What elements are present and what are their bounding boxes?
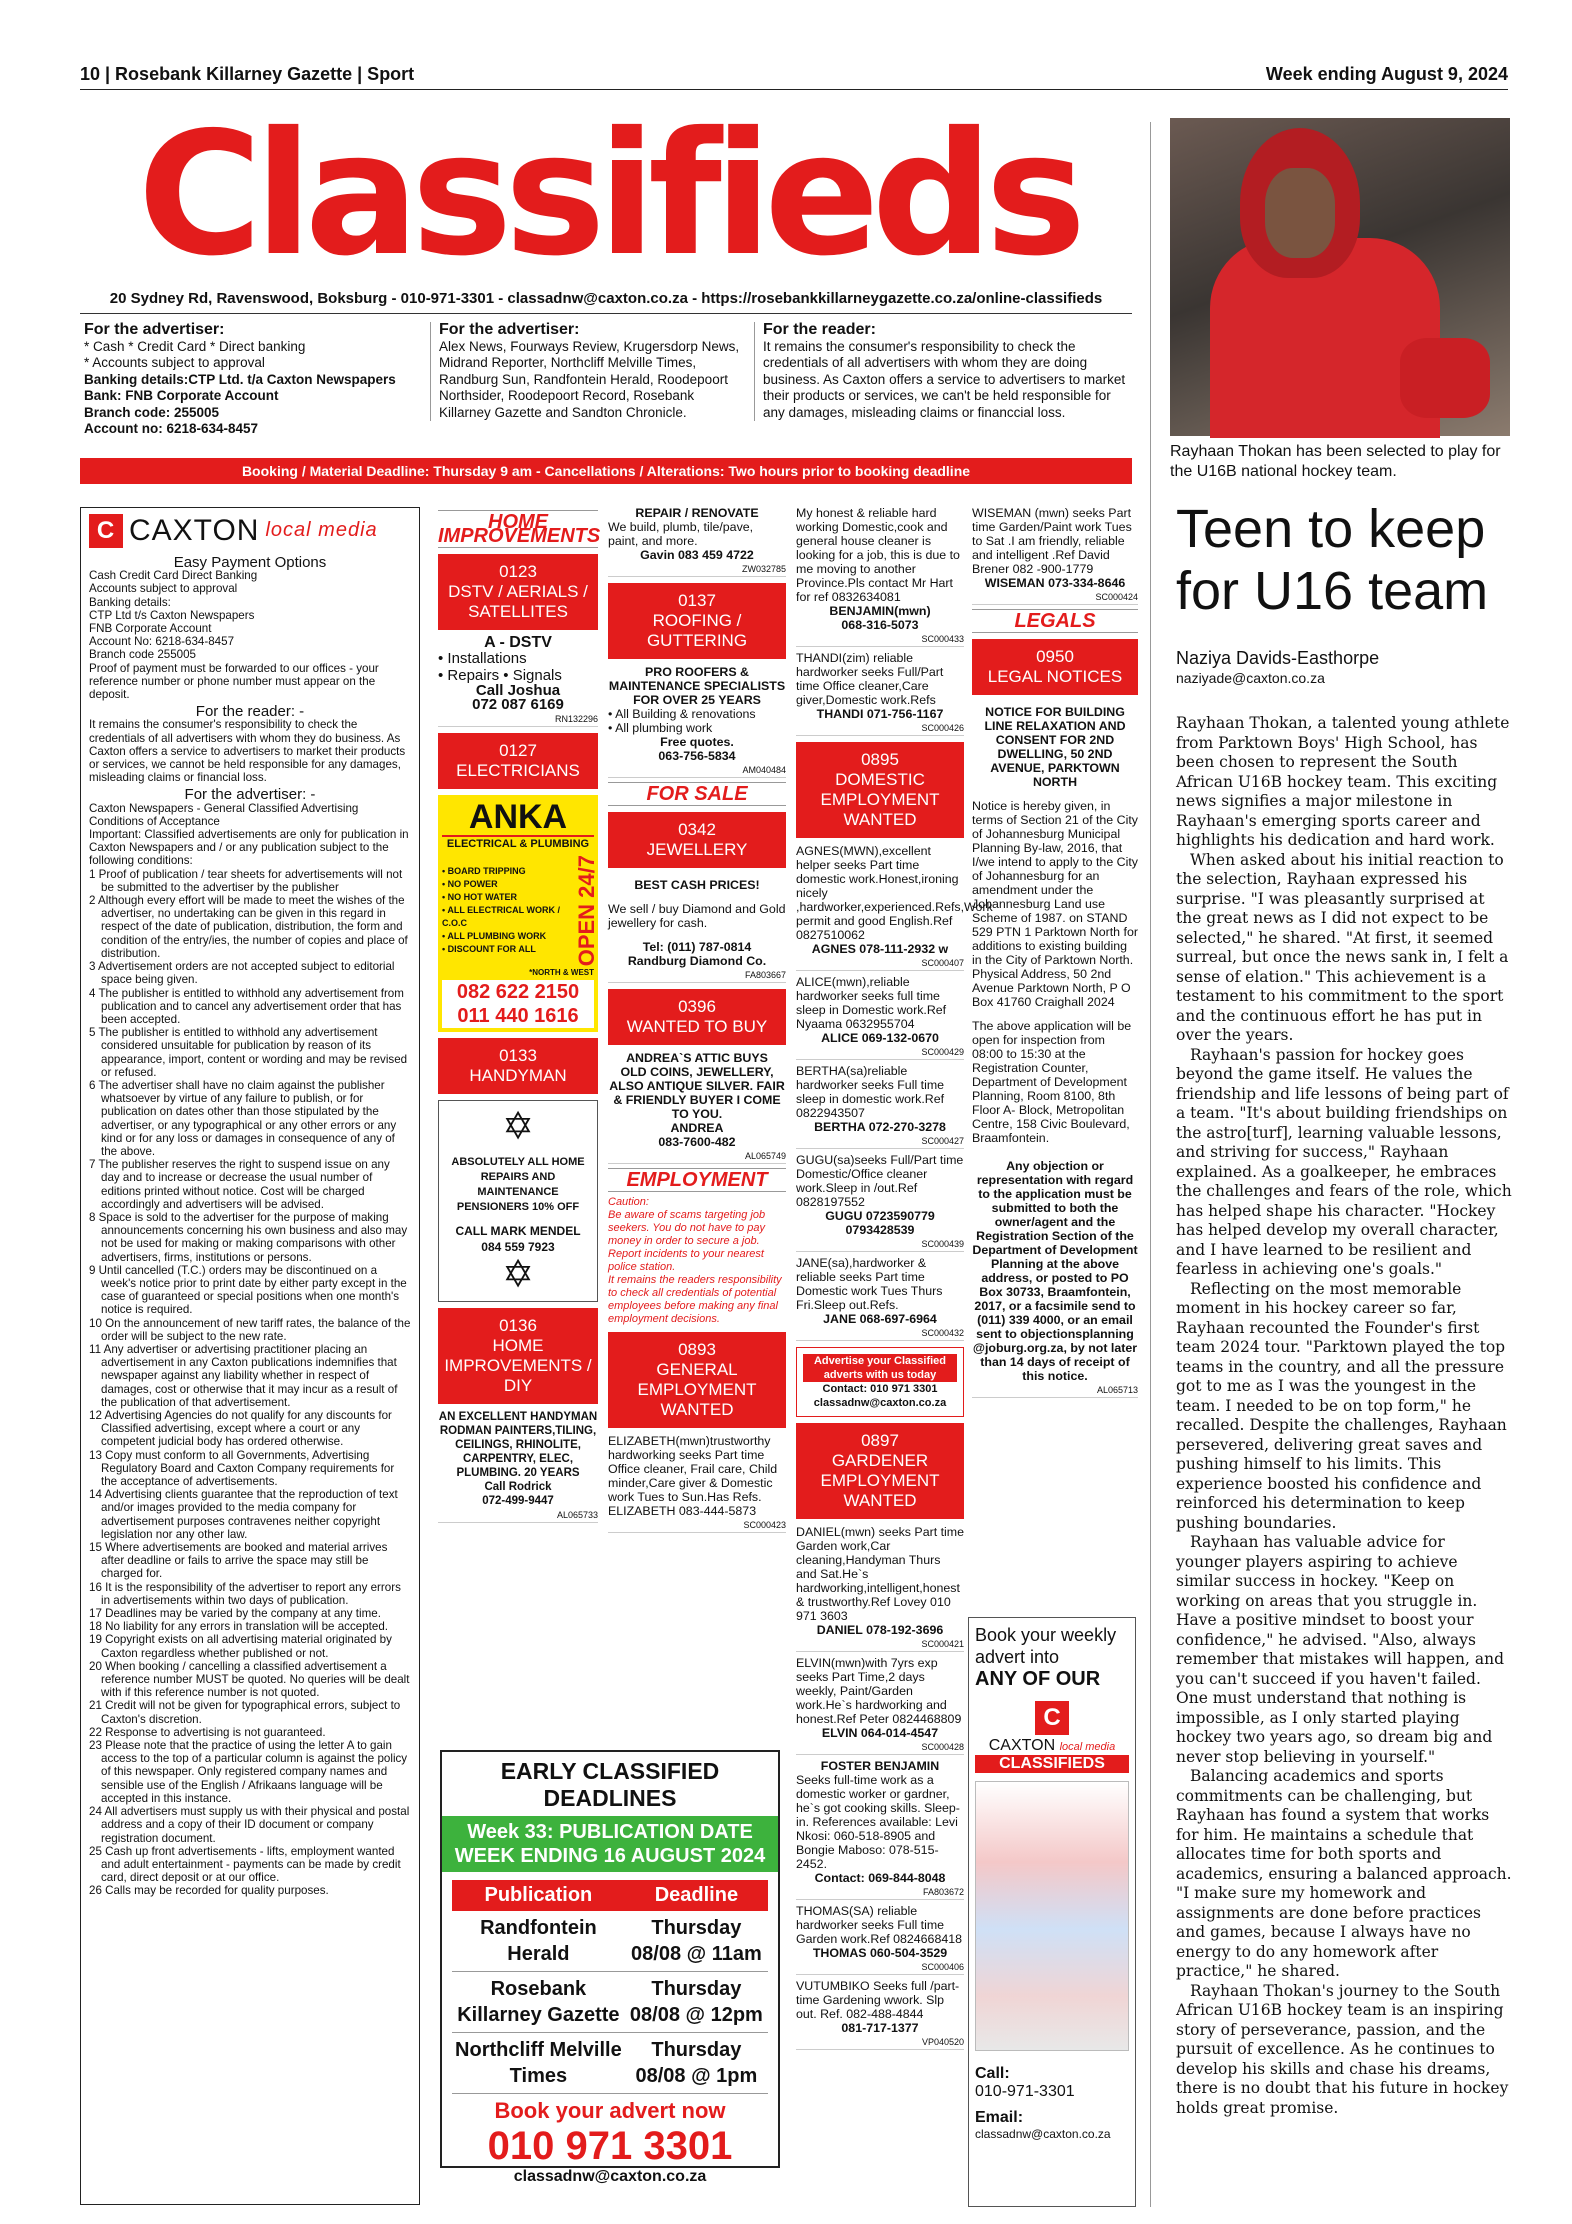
promo-title: Advertise your Classified adverts with us today bbox=[803, 1354, 957, 1382]
ref: FA803667 bbox=[608, 968, 786, 983]
star-of-david-icon: ✡ bbox=[502, 1106, 534, 1149]
ref: AM040484 bbox=[608, 763, 786, 778]
contact-address: 20 Sydney Rd, Ravenswood, Boksburg - 010-971-3301 - classadnw@caxton.co.za - https://rosebankkillarneygazette.co.za/online-classifieds bbox=[80, 290, 1132, 314]
ad-contact: BENJAMIN(mwn) 068-316-5073 bbox=[829, 604, 931, 632]
ad-contact: GUGU 0723590779 0793428539 bbox=[825, 1209, 935, 1237]
anka-open: OPEN 24/7 bbox=[574, 855, 599, 967]
photo-caption: Rayhaan Thokan has been selected to play for the U16B national hockey team. bbox=[1170, 443, 1501, 480]
ad-title: FOSTER BENJAMIN bbox=[820, 1759, 940, 1773]
ad-contact: BERTHA 072-270-3278 bbox=[814, 1120, 946, 1134]
term: 21 Credit will not be given for typographical errors, subject to Caxton's discretion. bbox=[89, 1699, 401, 1726]
attic-ad: ANDREA`S ATTIC BUYS OLD COINS, JEWELLERY, ALSO ANTIQUE SILVER. FAIR & FRIENDLY BUYER I COME TO YOU. ANDREA 083-7600-482 bbox=[609, 1051, 785, 1149]
info-body: Alex News, Fourways Review, Krugersdorp News, Midrand Reporter, Northcliff Melville Times, Randburg Sun, Randfontein Herald, Roodepoort Northsider, Roodepoort Record, Rosebank Killarney Gazette and Sandton Chronicle. bbox=[439, 338, 740, 420]
issue-date: Week ending August 9, 2024 bbox=[1265, 64, 1508, 84]
paragraph: When asked about his initial reaction to the selection, Rayhaan expressed his surprise. "I was pleasantly surprised at the great news as I did not expect to be selected," he shared. "At first, it seemed surreal, but once the news sank in, I felt a sense of elation." This achievement is a testament to his commitment to the sport and the continuous effort he has put in over the years. bbox=[1176, 850, 1509, 1044]
info-reader bbox=[754, 322, 1126, 421]
term: 19 Copyright exists on all advertising material originated by Caxton regardless whether published or not. bbox=[89, 1633, 392, 1660]
publication: Northcliff Melville Times bbox=[452, 2033, 625, 2094]
article-body bbox=[1176, 714, 1512, 2118]
info-publications bbox=[430, 322, 740, 421]
payment-text: Cash Credit Card Direct Banking Accounts subject to approval Banking details: CTP Ltd t/s Caxton Newspapers FNB Corporate Account Account No: 6218-634-8457 Branch code 255005 Proof of payment must be forwarded to our offices - your reference number or phone number must appear on the deposit. bbox=[89, 569, 379, 702]
notice-text: Notice is hereby given, in terms of Section 21 of the City of Johannesburg Municipal Planning By-law, 2016, that I/we intend to apply to the City of Johannesburg for an amendment under the Johannesburg Land use Scheme of 1987. on STAND 529 PTN 1 Parktown North for additions to existing building in the City of Parktown North. Physical Address, 50 2nd Avenue Parktown North, P O Box 41760 Craighall 2024 bbox=[972, 799, 1138, 1009]
roof-items: • All Building & renovations • All plumbing work bbox=[608, 707, 756, 735]
term: 1 Proof of publication / tear sheets for advertisements will not be submitted to the advertiser by the publisher bbox=[89, 867, 403, 894]
mendel-text: ABSOLUTELY ALL HOME REPAIRS AND MAINTENANCE PENSIONERS 10% OFF bbox=[451, 1156, 585, 1214]
ad-contact: Contact: 069-844-8048 bbox=[814, 1871, 946, 1885]
paragraph: Rayhaan has valuable advice for younger players aspiring to achieve similar success in hockey. "Keep on working on areas that you struggle in. Have a positive mindset to boost your confidence," he advised. "Also, always remember that mistakes will happen, and you can't succeed if you haven't failed. One must understand that nothing is impossible, as I only started playing hockey two years ago, so dream big and never stop believing in yourself." bbox=[1176, 1533, 1505, 1766]
ad-text: ALICE(mwn),reliable hardworker seeks full time sleep in Domestic work.Ref Nyaama 0632955704 bbox=[796, 975, 947, 1031]
promo-email-label: Email: bbox=[975, 2109, 1024, 2126]
ad-text: JANE(sa),hardworker & reliable seeks Part time Domestic work Tues Thurs Fri.Sleep out.Refs. bbox=[796, 1256, 943, 1312]
brand-local: local media bbox=[1059, 1741, 1116, 1753]
book-now: Book your advert now bbox=[494, 2098, 726, 2123]
ref: SC000424 bbox=[972, 590, 1138, 605]
ad-text: THOMAS(SA) reliable hardworker seeks Full time Garden work.Ref 0824668418 bbox=[796, 1904, 963, 1946]
info-title: For the advertiser: bbox=[439, 321, 580, 338]
col-home-improvements bbox=[438, 506, 601, 1742]
dstv-title: A - DSTV bbox=[484, 634, 552, 651]
cat-electricians: 0127 ELECTRICIANS bbox=[438, 733, 598, 789]
anka-phones: 082 622 2150 011 440 1616 bbox=[442, 980, 594, 1028]
cat-roofing: 0137 ROOFING / GUTTERING bbox=[608, 583, 786, 659]
early-deadlines-box bbox=[440, 1750, 780, 2185]
cat-gardener-employment: 0897 GARDENER EMPLOYMENT WANTED bbox=[796, 1423, 964, 1519]
ref: SC000433 bbox=[796, 632, 964, 647]
deadline: Thursday 08/08 @ 1pm bbox=[625, 2033, 768, 2094]
repair-title: REPAIR / RENOVATE bbox=[635, 506, 759, 520]
folio: 10 | Rosebank Killarney Gazette | Sport bbox=[80, 64, 415, 84]
cat-wanted-to-buy: 0396 WANTED TO BUY bbox=[608, 989, 786, 1045]
book-phone: 010 971 3301 bbox=[487, 2124, 733, 2168]
newspaper-montage-image bbox=[975, 1781, 1129, 2051]
roof-title: PRO ROOFERS & MAINTENANCE SPECIALISTS FOR OVER 25 YEARS bbox=[608, 665, 786, 707]
term: 22 Response to advertising is not guaranteed. bbox=[89, 1725, 326, 1739]
cat-jewellery: 0342 JEWELLERY bbox=[608, 812, 786, 868]
ref: SC000428 bbox=[796, 1740, 964, 1755]
term: 6 The advertiser shall have no claim against the publisher whatsoever by virtue of any failure to publish, or for publication on dates other than those stipulated by the advertiser, or any typographical or any other errors or any kind or for any loss or damages in consequence of any of the above. bbox=[89, 1078, 397, 1158]
ref: SC000429 bbox=[796, 1045, 964, 1060]
promo-line2: ANY OF OUR bbox=[975, 1668, 1101, 1690]
anka-ad bbox=[438, 795, 598, 1032]
col-publication: Publication bbox=[452, 1880, 625, 1911]
cat-domestic-employment: 0895 DOMESTIC EMPLOYMENT WANTED bbox=[796, 742, 964, 838]
section-home-improvements: HOME IMPROVEMENTS bbox=[438, 511, 601, 547]
paragraph: Rayhaan's passion for hockey goes beyond the game itself. He values the friendship and life lessons of being part of a team. "It's about building friendships on the astro[turf], learning valuable lessons, and striving for success," Rayhaan explained. As a goalkeeper, he embraces the challenges and fears of the role, which has helped shape his character. "Hockey has helped develop my overall character, and I have learned to be resilient and fearless in achieving one's goals." bbox=[1176, 1045, 1512, 1278]
deadlines-week: Week 33: PUBLICATION DATE WEEK ENDING 16 AUGUST 2024 bbox=[442, 1816, 778, 1872]
term: 24 All advertisers must supply us with their physical and postal address and a copy of their ID document or company registration document. bbox=[89, 1805, 410, 1845]
term: 7 The publisher reserves the right to suspend issue on any day and to increase or decrease the usual number of editions printed without notice. Cost will be charged accordingly and advertisers will be advised. bbox=[89, 1158, 390, 1211]
caxton-conditions-box bbox=[80, 507, 420, 2205]
caution-text: Caution: Be aware of scams targeting job seekers. You do not have to pay money in order to secure a job. Report incidents to your nearest police station. It remains the readers responsibility to check all credentials of potential employees before making any final employment decisions. bbox=[608, 1196, 782, 1325]
caxton-classifieds-promo bbox=[968, 1617, 1136, 2207]
advertiser-intro: Caxton Newspapers - General Classified Advertising Conditions of Acceptance bbox=[89, 801, 359, 828]
ad-text: AGNES(MWN),excellent helper seeks Part time domestic work.Honest,ironing nicely ,hardworker,experienced.Refs,Work permit and good English.Ref 0827510062 bbox=[796, 844, 993, 942]
term: 23 Please note that the practice of using the letter A to gain access to the top of a particular column is against the policy of this newspaper. Only registered company names and sensible use of the English / Afrikaans language will be accepted in this instance. bbox=[89, 1739, 408, 1805]
ref: AL065749 bbox=[608, 1149, 786, 1164]
ad-contact: THOMAS 060-504-3529 bbox=[812, 1946, 948, 1960]
publication: Rosebank Killarney Gazette bbox=[452, 1972, 625, 2033]
caxton-c-icon: C bbox=[89, 514, 123, 548]
ad-contact: 081-717-1377 bbox=[841, 2021, 919, 2035]
ref: SC000407 bbox=[796, 956, 964, 971]
glove-shape bbox=[1400, 338, 1490, 418]
term: 20 When booking / cancelling a classified advertisement a reference number MUST be quoted. No queries will be dealt with if this reference number is not quoted. bbox=[89, 1659, 410, 1700]
anka-area: *NORTH & WEST bbox=[529, 968, 594, 978]
ad-text: GUGU(sa)seeks Full/Part time Domestic/Office cleaner work.Sleep in /out.Ref 0828197552 bbox=[796, 1153, 964, 1209]
info-advertiser bbox=[84, 322, 424, 438]
dstv-items: • Installations • Repairs • Signals bbox=[438, 650, 562, 684]
ref: SC000421 bbox=[796, 1637, 964, 1652]
cash-title: BEST CASH PRICES! bbox=[634, 878, 760, 892]
promo-call-label: Call: bbox=[975, 2065, 1010, 2082]
term: 3 Advertisement orders are not accepted subject to editorial space being given. bbox=[89, 960, 395, 987]
advertise-promo bbox=[796, 1347, 964, 1417]
brand: CAXTON bbox=[988, 1737, 1056, 1754]
notice-objection: Any objection or representation with regard to the application must be submitted to both the owner/agent and the Registration Section of the Department of Development Planning at the above address, or posted to PO Box 30733, Braamfontein, 2017, or a facsimile send to (011) 339 4000, or an email sent to objectionsplanning @joburg.org.za, by not later than 14 days of receipt of this notice. bbox=[972, 1159, 1138, 1383]
term: 16 It is the responsibility of the advertiser to report any errors in advertisements within two days of publication. bbox=[89, 1580, 401, 1607]
ad-text: Seeks full-time work as a domestic worker or gardner, he`s got cooking skills. Sleep-in. References available: Levi Nkosi: 060-518-8905 and Bongie Maboso: 078-515-2452. bbox=[796, 1773, 960, 1871]
ref: VP040520 bbox=[796, 2035, 964, 2050]
star-of-david-icon: ✡ bbox=[502, 1254, 534, 1297]
info-body: * Cash * Credit Card * Direct banking * Accounts subject to approval bbox=[84, 338, 306, 370]
notice-title: NOTICE FOR BUILDING LINE RELAXATION AND CONSENT FOR 2ND DWELLING, 50 2ND AVENUE, PARKTOWN NORTH bbox=[984, 705, 1126, 789]
cat-legal-notices: 0950 LEGAL NOTICES bbox=[972, 639, 1138, 695]
ref: AL065713 bbox=[972, 1383, 1138, 1398]
reader-text: It remains the consumer's responsibility to check the credentials of all advertisers with whom they do business. As Caxton offers a service to advertisers to market their products or services, we cannot be held responsible for any damages, misleading claims or financial loss. bbox=[89, 718, 406, 785]
term: 12 Advertising Agencies do not qualify for any discounts for Classified advertising, except where a court or any competent judicial body has ordered otherwise. bbox=[89, 1409, 392, 1449]
headline: Teen to keep for U16 team bbox=[1176, 499, 1489, 621]
book-email: classadnw@caxton.co.za bbox=[513, 2168, 707, 2185]
author-email: naziyade@caxton.co.za bbox=[1176, 670, 1325, 686]
rodman-ad: AN EXCELLENT HANDYMAN RODMAN PAINTERS,TILING, CEILINGS, RHINOLITE, CARPENTRY, ELEC, PLUMBING. 20 YEARS Call Rodrick 072-499-9447 bbox=[438, 1411, 598, 1508]
ad-contact: DANIEL 078-192-3696 bbox=[816, 1623, 944, 1637]
banking-details: Banking details:CTP Ltd. t/a Caxton Newspapers Bank: FNB Corporate Account Branch code: 255005 Account no: 6218-634-8457 bbox=[84, 371, 396, 436]
roof-free: Free quotes. 063-756-5834 bbox=[658, 735, 736, 763]
ad-contact: ELVIN 064-014-4547 bbox=[821, 1726, 939, 1740]
ref: FA803672 bbox=[796, 1885, 964, 1900]
ad-contact: WISEMAN 073-334-8646 bbox=[984, 576, 1126, 590]
term: 8 Space is sold to the advertiser for the purpose of making announcements concerning his own business and also may not be used for making or making comparisons with other advertisers, firms, institutions or persons. bbox=[89, 1210, 408, 1264]
brand: CAXTON bbox=[129, 514, 260, 548]
paragraph: Balancing academics and sports commitments can be challenging, but Rayhaan has found a system that works for him. He maintains a schedule that allocates time for both sports and academics, ensuring a balanced approach. "I make sure my homework and assignments are done before practices and games, because I always have no energy to do any homework after practice," he shared. bbox=[1176, 1767, 1512, 1980]
ad-text: THANDI(zim) reliable hardworker seeks Full/Part time Office cleaner,Care giver,Domestic work.Refs bbox=[796, 651, 944, 707]
promo-classifieds: CLASSIFIEDS bbox=[975, 1755, 1129, 1773]
term: 10 On the announcement of new tariff rates, the balance of the order will be subject to the new rate. bbox=[89, 1316, 411, 1343]
caxton-logo bbox=[89, 514, 411, 548]
ref: SC000427 bbox=[796, 1134, 964, 1149]
gold-tel: Tel: (011) 787-0814 Randburg Diamond Co. bbox=[627, 940, 767, 968]
cat-general-employment: 0893 GENERAL EMPLOYMENT WANTED bbox=[608, 1332, 786, 1428]
term: 5 The publisher is entitled to withhold any advertisement considered unsuitable for publication by reason of its appearance, import, content or wording and may be revised or refused. bbox=[89, 1026, 408, 1079]
page-header bbox=[80, 64, 1508, 90]
promo-contact: Contact: 010 971 3301 classadnw@caxton.co.za bbox=[813, 1383, 947, 1409]
byline: Naziya Davids-Easthorpe bbox=[1176, 648, 1380, 668]
ad-contact: AGNES 078-111-2932 w bbox=[811, 942, 949, 956]
deadline: Thursday 08/08 @ 11am bbox=[625, 1911, 768, 1972]
ad-text: DANIEL(mwn) seeks Part time Garden work,Car cleaning,Handyman Thurs and Sat.He`s hardworking,intelligent,honest & trustworthy.Ref Lovey 010 971 3603 bbox=[796, 1525, 964, 1623]
caxton-c-icon: C bbox=[1035, 1701, 1069, 1735]
promo-line1: Book your weekly advert into bbox=[975, 1625, 1117, 1667]
notice-inspection: The above application will be open for inspection from 08:00 to 15:30 at the Registration Counter, Department of Development Planning, Room 8100, 8th Floor A- Block, Metropolitan Centre, 158 Civic Boulevard, Braamfontein. bbox=[972, 1019, 1132, 1145]
promo-email: classadnw@caxton.co.za bbox=[975, 2127, 1111, 2141]
cat-handyman: 0133 HANDYMAN bbox=[438, 1038, 598, 1094]
deadlines-table bbox=[452, 1880, 768, 2094]
paragraph: Reflecting on the most memorable moment in his hockey career so far, Rayhaan recounted the Founder's first team 2024 tour. "Parktown played the top teams in the country, and all the pressure got to me as I was the youngest in the team. I needed to be on top form," he recalled. Despite the challenges, Rayhaan persevered, delivering great saves and pushing himself to his limits. This experience boosted his confidence and reinforced his determination to keep pushing boundaries. bbox=[1176, 1279, 1507, 1532]
cat-home-improvements-diy: 0136 HOME IMPROVEMENTS / DIY bbox=[438, 1308, 598, 1404]
ad-text: My honest & reliable hard working Domestic,cook and general house cleaner is looking for a job, this is due to me moving to another Province.Pls contact Mr Hart for ref 0832634081 bbox=[796, 506, 960, 604]
paragraph: Rayhaan Thokan, a talented young athlete from Parktown Boys' High School, has been chosen to represent the South African U16B hockey team. This exciting news signifies a major milestone in Rayhaan's emerging sports career and highlights his dedication and hard work. bbox=[1176, 714, 1510, 849]
ref: SC000423 bbox=[608, 1518, 786, 1533]
dstv-call: Call Joshua 072 087 6169 bbox=[472, 682, 564, 713]
payment-title: Easy Payment Options bbox=[173, 554, 327, 571]
deadline: Thursday 08/08 @ 12pm bbox=[625, 1972, 768, 2033]
terms-list bbox=[89, 868, 411, 1898]
term: 11 Any advertiser or advertising practitioner placing an advertisement in any Caxton publications indemnifies that newspaper against any liability whether in respect of damages, cost or otherwise that it may incur as a result of the publication of that advertisement. bbox=[89, 1342, 398, 1409]
masthead: Classifieds bbox=[137, 96, 1079, 294]
ad-contact: JANE 068-697-6964 bbox=[823, 1312, 937, 1326]
ref: ZW032785 bbox=[608, 562, 786, 577]
reader-title: For the reader: - bbox=[195, 703, 305, 721]
table-row bbox=[452, 1911, 768, 1972]
ref: SC000432 bbox=[796, 1326, 964, 1341]
info-body: It remains the consumer's responsibility to check the credentials of all advertisers with whom they are doing business. As Caxton offers a service to advertisers to market their products or services, we can't be held responsible for any damages, misleading claims or financcial loss. bbox=[763, 338, 1126, 420]
column-rule bbox=[1150, 122, 1151, 2207]
section-for-sale: FOR SALE bbox=[608, 782, 786, 806]
term: 25 Cash up front advertisements - lifts, employment wanted and adult entertainment - payments can be made by credit card, direct deposit or at our office. bbox=[89, 1844, 401, 1885]
term: 18 No liability for any errors in translation will be accepted. bbox=[89, 1620, 389, 1634]
gold-text: We sell / buy Diamond and Gold jewellery for cash. bbox=[608, 902, 786, 930]
publication: Randfontein Herald bbox=[452, 1911, 625, 1972]
elizabeth-ad: ELIZABETH(mwn)trustworthy hardworking seeks Part time Office cleaner, Frail care, Child minder,Care giver & Domestic work Tues to Sun.Has Refs. ELIZABETH 083-444-5873 bbox=[608, 1434, 778, 1518]
cat-dstv: 0123 DSTV / AERIALS / SATELLITES bbox=[438, 554, 598, 630]
ad-contact: ALICE 069-132-0670 bbox=[821, 1031, 939, 1045]
brand-local: local media bbox=[265, 519, 378, 542]
term: 26 Calls may be recorded for quality purposes. bbox=[89, 1884, 329, 1898]
ref: RN132296 bbox=[438, 712, 598, 727]
anka-name: ANKA bbox=[468, 798, 568, 836]
mendel-call: CALL MARK MENDEL 084 559 7923 bbox=[455, 1224, 581, 1255]
term: 2 Although every effort will be made to meet the wishes of the advertiser, no undertaking can be given in this regard in respect of the date of publication, distribution, the form and condition of the entry/ies, the number of copies and place of distribution. bbox=[89, 894, 408, 960]
table-row bbox=[452, 2033, 768, 2094]
ref: AL065733 bbox=[438, 1508, 598, 1523]
term: 13 Copy must conform to all Governments, Advertising Regulatory Board and Caxton Company requirements for the acceptance of advertisements. bbox=[89, 1448, 395, 1489]
paragraph: Rayhaan Thokan's journey to the South African U16B hockey team is an inspiring story of perseverance, passion, and the pursuit of excellence. As he continues to develop his skills and chase his dreams, there is no doubt that his future in hockey holds great promise. bbox=[1176, 1981, 1509, 2117]
table-row bbox=[452, 1972, 768, 2033]
mendel-ad bbox=[438, 1100, 598, 1302]
repair-text: We build, plumb, tile/pave, paint, and more. bbox=[608, 520, 754, 548]
ad-contact: THANDI 071-756-1167 bbox=[816, 707, 944, 721]
promo-call: 010-971-3301 bbox=[975, 2083, 1075, 2100]
promo-brand bbox=[975, 1737, 1129, 1755]
info-title: For the advertiser: bbox=[84, 321, 225, 338]
ref: SC000406 bbox=[796, 1960, 964, 1975]
ad-text: ELVIN(mwn)with 7yrs exp seeks Part Time,2 days weekly, Paint/Garden work.He`s hardworking and honest.Ref Peter 0824468809 bbox=[796, 1656, 962, 1726]
repair-phone: Gavin 083 459 4722 bbox=[640, 548, 754, 562]
section-employment: EMPLOYMENT bbox=[608, 1168, 786, 1192]
term: 15 Where advertisements are booked and material arrives after deadline or fails to arrive the space may still be charged for. bbox=[89, 1541, 388, 1581]
ref: SC000426 bbox=[796, 721, 964, 736]
important-text: Important: Classified advertisements are only for publication in Caxton Newspapers and / or any publication subject to the following conditions: bbox=[89, 828, 409, 868]
section-legals: LEGALS bbox=[972, 609, 1138, 633]
term: 17 Deadlines may be varied by the company at any time. bbox=[89, 1607, 381, 1621]
advertiser-title: For the advertiser: - bbox=[184, 786, 316, 804]
col-deadline: Deadline bbox=[625, 1880, 768, 1911]
ref: SC000439 bbox=[796, 1237, 964, 1252]
term: 9 Until cancelled (T.C.) orders may be discontinued on a week's notice prior to print date by either party except in the case of guaranteed or special positions when one month's notice is required. bbox=[89, 1263, 407, 1317]
term: 14 Advertising clients guarantee that the reproduction of text and/or images provided to the media company for advertisement purposes contravenes neither copyright legislation nor any other law. bbox=[89, 1488, 398, 1541]
deadlines-title: EARLY CLASSIFIED DEADLINES bbox=[500, 1758, 720, 1811]
info-title: For the reader: bbox=[763, 321, 876, 338]
term: 4 The publisher is entitled to withhold any advertisement from publication and to cancel any advertisement order that has been accepted. bbox=[89, 986, 404, 1026]
anka-services: • BOARD TRIPPING • NO POWER • NO HOT WATER • ALL ELECTRICAL WORK / C.O.C • ALL PLUMBING WORK • DISCOUNT FOR ALL bbox=[442, 866, 560, 955]
face-shape bbox=[1265, 168, 1335, 258]
ad-text: VUTUMBIKO Seeks full /part-time Gardening wwork. Slp out. Ref. 082-488-4844 bbox=[796, 1979, 960, 2021]
ad-text: WISEMAN (mwn) seeks Part time Garden/Paint work Tues to Sat .I am friendly, reliable and intelligent .Ref David Brener 082 -900-1779 bbox=[972, 506, 1132, 576]
deadline-bar: Booking / Material Deadline: Thursday 9 am - Cancellations / Alterations: Two hours prior to booking deadline bbox=[80, 458, 1132, 484]
col-roofing-sale-employment bbox=[608, 506, 786, 1742]
anka-sub: ELECTRICAL & PLUMBING bbox=[442, 835, 594, 851]
hockey-player-photo bbox=[1170, 118, 1510, 436]
ad-text: BERTHA(sa)reliable hardworker seeks Full time sleep in domestic work.Ref 0822943507 bbox=[796, 1064, 945, 1120]
col-legals bbox=[972, 506, 1138, 1606]
